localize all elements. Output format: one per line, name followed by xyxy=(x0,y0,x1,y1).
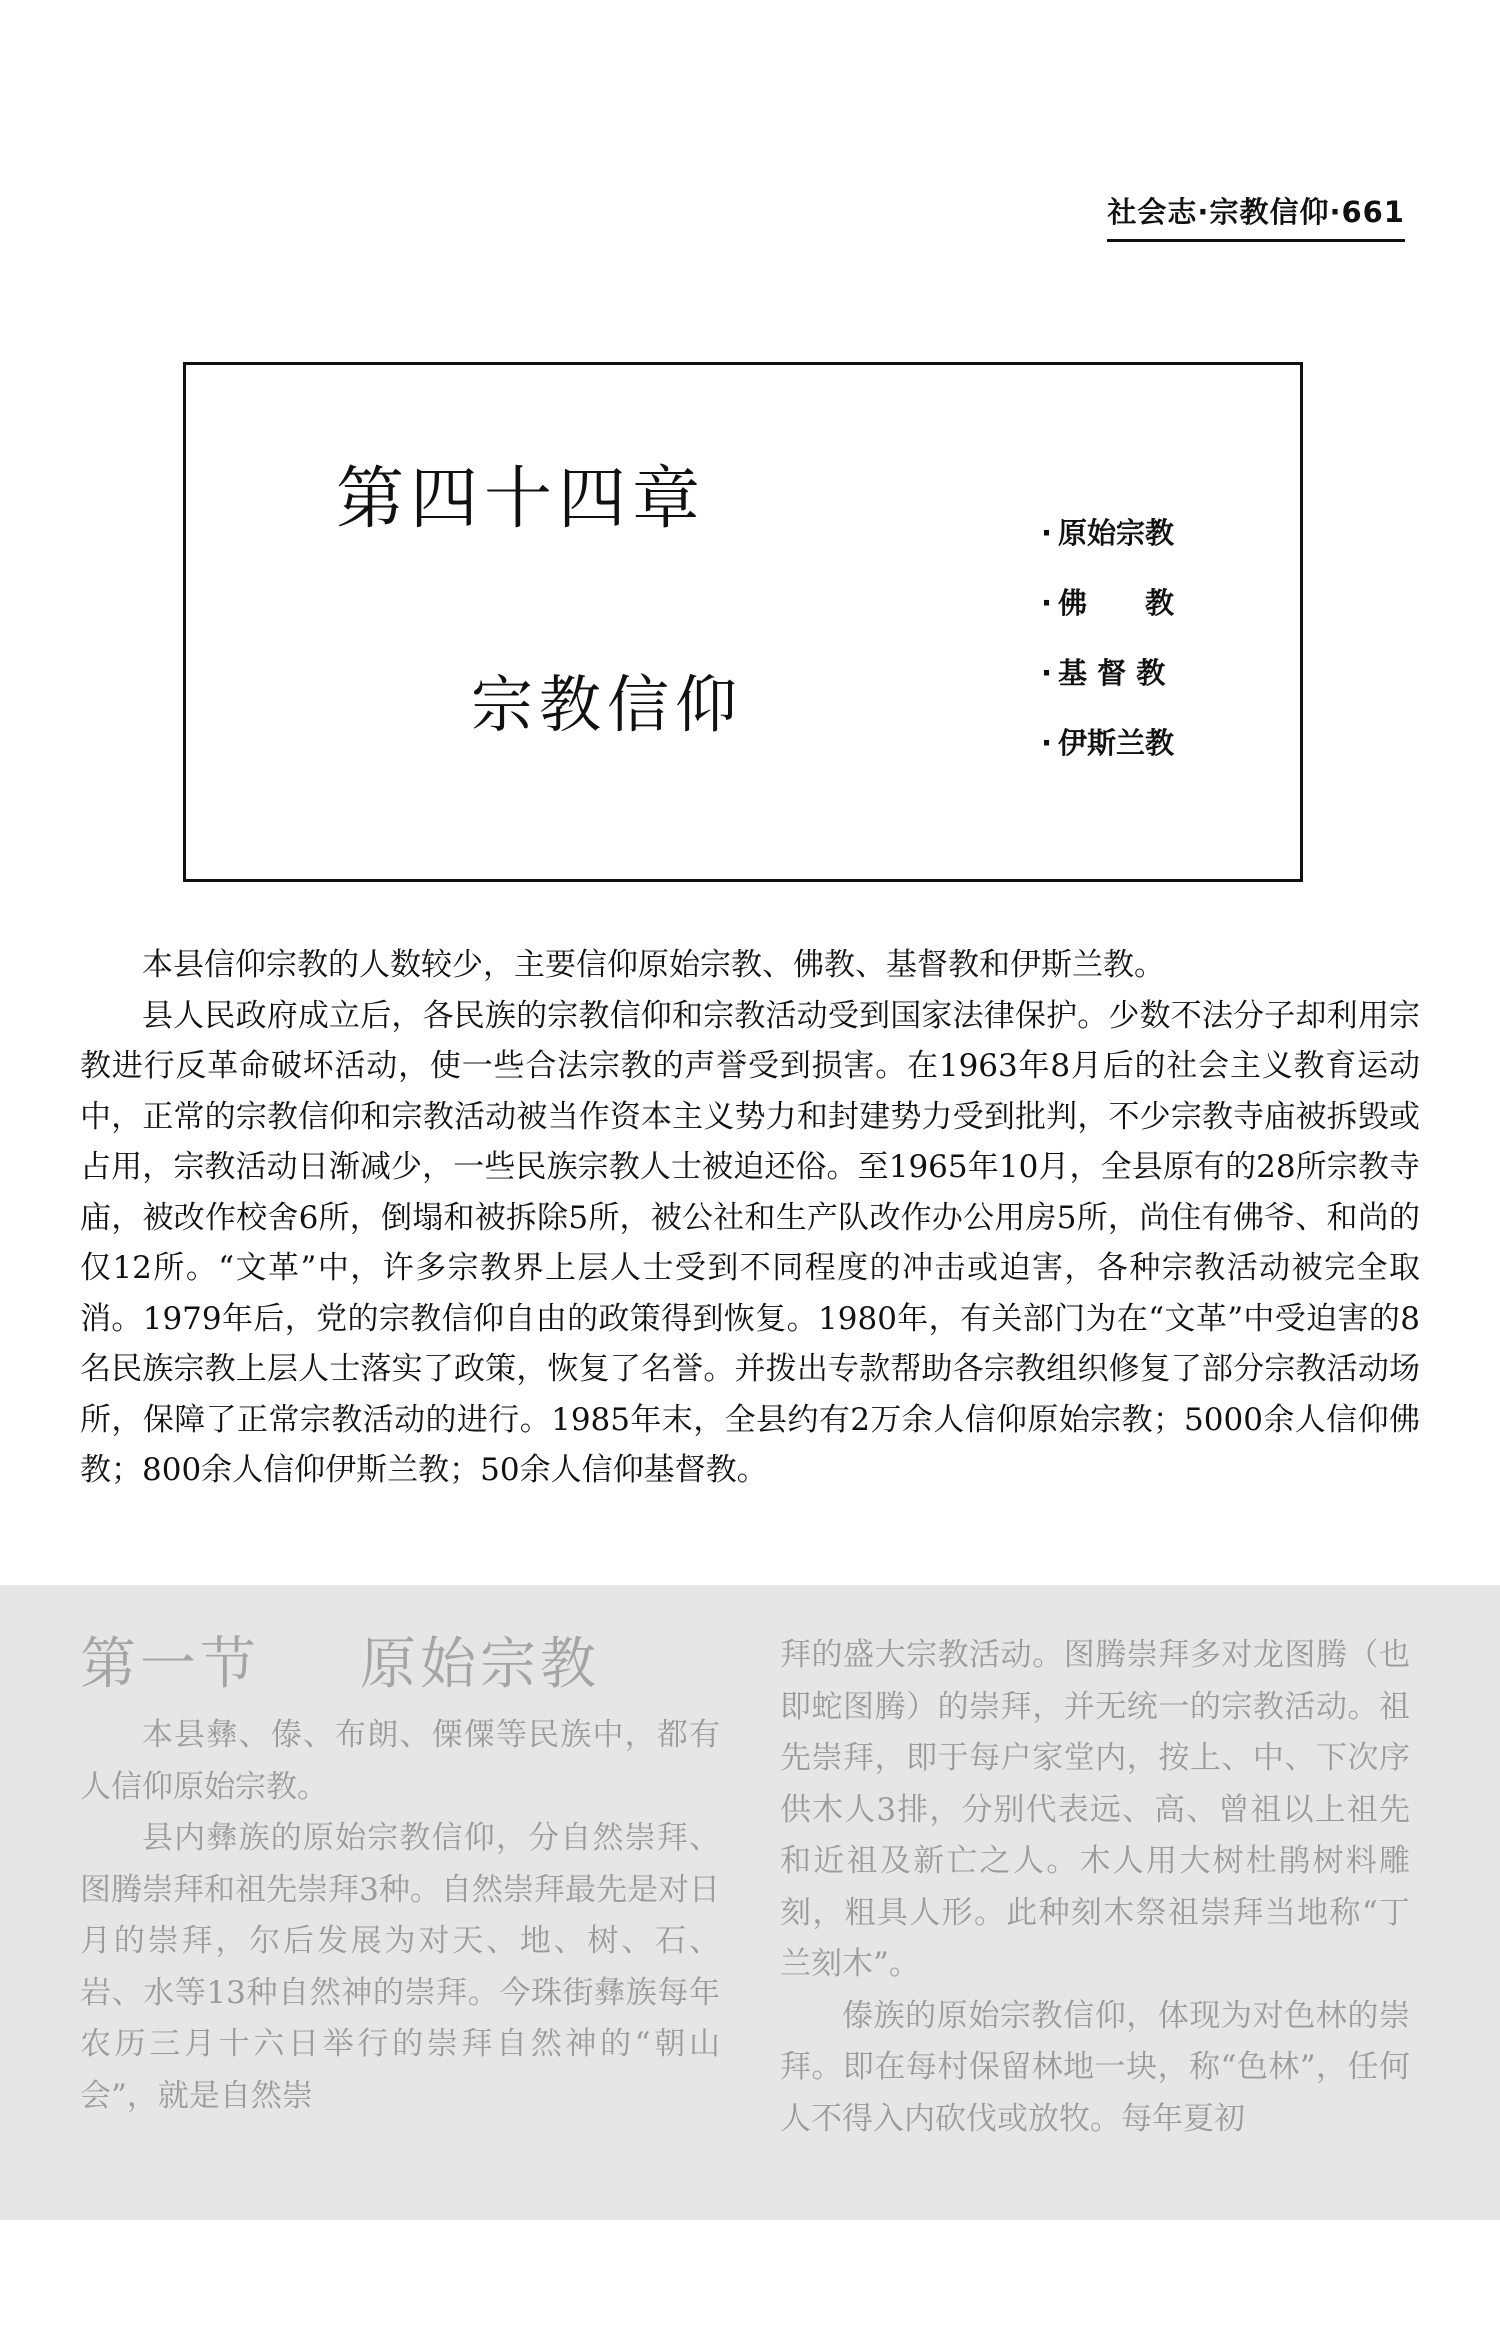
body-paragraph-continued: 拜的盛大宗教活动。图腾崇拜多对龙图腾（也即蛇图腾）的崇拜，并无统一的宗教活动。祖先崇拜，即于每户家堂内，按上、中、下次序供木人3排，分别代表远、高、曾祖以上祖先和近祖及新亡之人。木人用大树杜鹃树料雕刻，粗具人形。此种刻木祭祖崇拜当地称“丁兰刻木”。 xyxy=(780,1637,1410,1982)
running-header: 社会志·宗教信仰·661 xyxy=(1107,190,1405,242)
chapter-number: 第四十四章 xyxy=(336,460,707,539)
chapter-section-list xyxy=(1041,513,1174,793)
section-list-item: · 基 督 教 xyxy=(1041,656,1166,690)
chapter-title-box xyxy=(183,362,1303,882)
section-list-item: · 原始宗教 xyxy=(1041,516,1175,550)
body-paragraph: 县内彝族的原始宗教信仰，分自然崇拜、图腾崇拜和祖先崇拜3种。自然崇拜最先是对日月的崇拜，尔后发展为对天、地、树、石、岩、水等13种自然神的崇拜。今珠街彝族每年农历三月十六日举行的崇拜自然神的“朝山会”，就是自然崇 xyxy=(80,1820,720,2114)
chapter-title: 宗教信仰 xyxy=(471,668,744,741)
intro-paragraph: 本县信仰宗教的人数较少，主要信仰原始宗教、佛教、基督教和伊斯兰教。 xyxy=(142,947,1165,983)
section-list-item: · 伊斯兰教 xyxy=(1041,726,1175,760)
right-column xyxy=(780,1630,1410,2145)
section-one-region xyxy=(0,1585,1500,2220)
intro-paragraph: 县人民政府成立后，各民族的宗教信仰和宗教活动受到国家法律保护。少数不法分子却利用宗教进行反革命破坏活动，使一些合法宗教的声誉受到损害。在1963年8月后的社会主义教育运动中，正常的宗教信仰和宗教活动被当作资本主义势力和封建势力受到批判，不少宗教寺庙被拆毁或占用，宗教活动日渐减少，一些民族宗教人士被迫还俗。至1965年10月，全县原有的28所宗教寺庙，被改作校舍6所，倒塌和被拆除5所，被公社和生产队改作办公用房5所，尚住有佛爷、和尚的仅12所。“文革”中，许多宗教界上层人士受到不同程度的冲击或迫害，各种宗教活动被完全取消。1979年后，党的宗教信仰自由的政策得到恢复。1980年，有关部门为在“文革”中受迫害的8名民族宗教上层人士落实了政策，恢复了名誉。并拨出专款帮助各宗教组织修复了部分宗教活动场所，保障了正常宗教活动的进行。1985年末，全县约有2万余人信仰原始宗教；5000余人信仰佛教；800余人信仰伊斯兰教；50余人信仰基督教。 xyxy=(80,997,1420,1488)
left-column xyxy=(80,1620,720,2122)
chapter-intro xyxy=(80,940,1420,1496)
body-paragraph: 傣族的原始宗教信仰，体现为对色林的崇拜。即在每村保留林地一块，称“色林”，任何人不得入内砍伐或放牧。每年夏初 xyxy=(780,1997,1410,2137)
section-list-item: · 佛 教 xyxy=(1041,586,1175,620)
section-heading: 第一节 原始宗教 xyxy=(80,1632,600,1697)
body-paragraph: 本县彝、傣、布朗、傈僳等民族中，都有人信仰原始宗教。 xyxy=(80,1717,720,1805)
